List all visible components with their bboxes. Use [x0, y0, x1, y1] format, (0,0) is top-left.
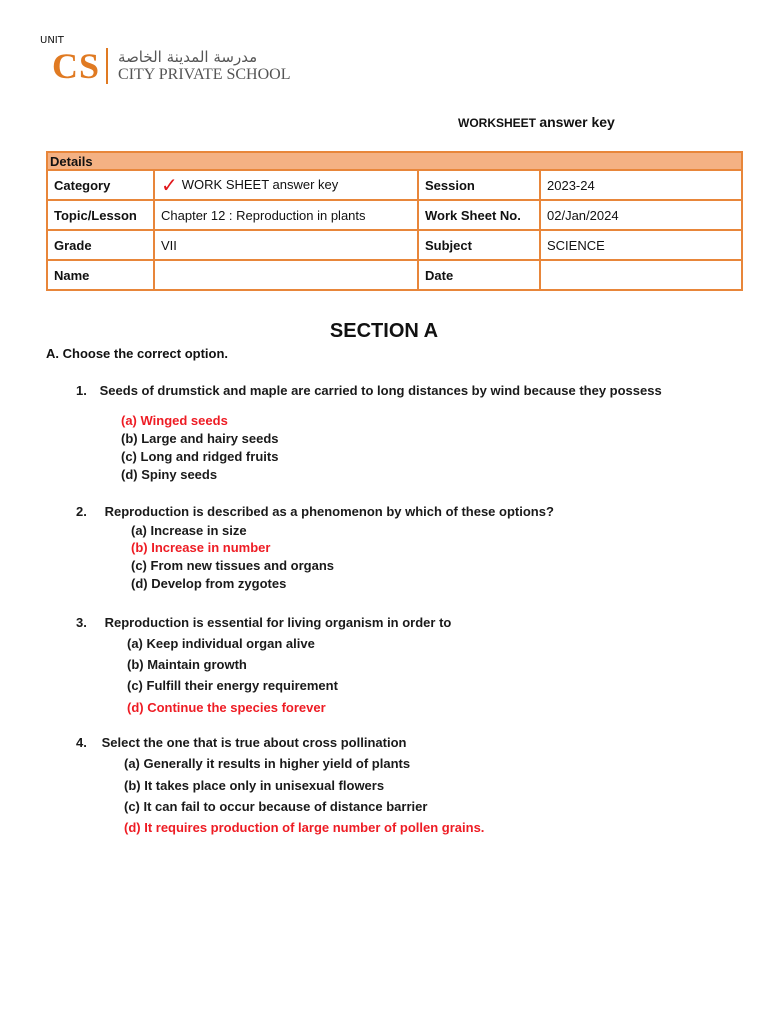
option-4c: (c) It can fail to occur because of distance barrier — [124, 799, 428, 814]
name-field[interactable] — [154, 260, 418, 290]
category-value: WORK SHEET answer key — [181, 177, 339, 193]
worksheet-no-value: 02/Jan/2024 — [540, 200, 742, 230]
worksheet-title-prefix: WORKSHEET — [458, 116, 536, 130]
option-4d: (d) It requires production of large number of pollen grains. — [124, 820, 485, 835]
worksheet-title-suffix: answer key — [539, 114, 615, 130]
question-2 — [76, 504, 554, 519]
question-4 — [76, 735, 406, 750]
logo-arabic-name: مدرسة المدينة الخاصة — [118, 48, 258, 66]
question-text: Select the one that is true about cross pollination — [101, 735, 407, 750]
school-logo — [52, 48, 291, 84]
topic-value: Chapter 12 : Reproduction in plants — [154, 200, 418, 230]
date-label: Date — [418, 260, 540, 290]
option-3a: (a) Keep individual organ alive — [127, 636, 315, 651]
checkmark-icon: ✓ — [161, 174, 178, 197]
logo-divider — [106, 48, 108, 84]
logo-cs-mark: CS — [52, 46, 101, 86]
option-4b: (b) It takes place only in unisexual flowers — [124, 778, 385, 793]
date-field[interactable] — [540, 260, 742, 290]
question-1 — [76, 383, 662, 398]
option-2c: (c) From new tissues and organs — [131, 558, 334, 573]
option-1d: (d) Spiny seeds — [121, 467, 218, 482]
grade-label: Grade — [47, 230, 154, 260]
question-text: Reproduction is essential for living organism in order to — [104, 615, 452, 630]
option-1a: (a) Winged seeds — [121, 413, 228, 428]
subject-value: SCIENCE — [540, 230, 742, 260]
question-number: 2. — [76, 504, 87, 519]
question-text: Seeds of drumstick and maple are carried to long distances by wind because they possess — [99, 383, 662, 398]
option-3b: (b) Maintain growth — [127, 657, 247, 672]
details-heading: Details — [47, 152, 742, 170]
topic-label: Topic/Lesson — [47, 200, 154, 230]
name-label: Name — [47, 260, 154, 290]
unit-label: UNIT — [40, 35, 64, 46]
logo-english-name: CITY PRIVATE SCHOOL — [118, 66, 291, 83]
worksheet-no-label: Work Sheet No. — [418, 200, 540, 230]
question-text: Reproduction is described as a phenomenon by which of these options? — [104, 504, 554, 519]
option-3d: (d) Continue the species forever — [127, 700, 326, 715]
category-cell — [154, 170, 418, 200]
question-number: 3. — [76, 615, 87, 630]
category-label: Category — [47, 170, 154, 200]
details-table — [46, 151, 743, 291]
option-4a: (a) Generally it results in higher yield of plants — [124, 756, 411, 771]
option-2a: (a) Increase in size — [131, 523, 247, 538]
option-2d: (d) Develop from zygotes — [131, 576, 287, 591]
grade-value: VII — [154, 230, 418, 260]
question-number: 1. — [76, 383, 87, 398]
subject-label: Subject — [418, 230, 540, 260]
question-number: 4. — [76, 735, 87, 750]
section-instruction: A. Choose the correct option. — [46, 346, 229, 361]
session-value: 2023-24 — [540, 170, 742, 200]
session-label: Session — [418, 170, 540, 200]
section-title: SECTION A — [329, 320, 439, 342]
option-2b: (b) Increase in number — [131, 540, 271, 555]
option-1c: (c) Long and ridged fruits — [121, 449, 279, 464]
option-3c: (c) Fulfill their energy requirement — [127, 678, 338, 693]
logo-text — [118, 48, 290, 84]
worksheet-title — [458, 114, 615, 130]
option-1b: (b) Large and hairy seeds — [121, 431, 279, 446]
question-3 — [76, 615, 451, 630]
